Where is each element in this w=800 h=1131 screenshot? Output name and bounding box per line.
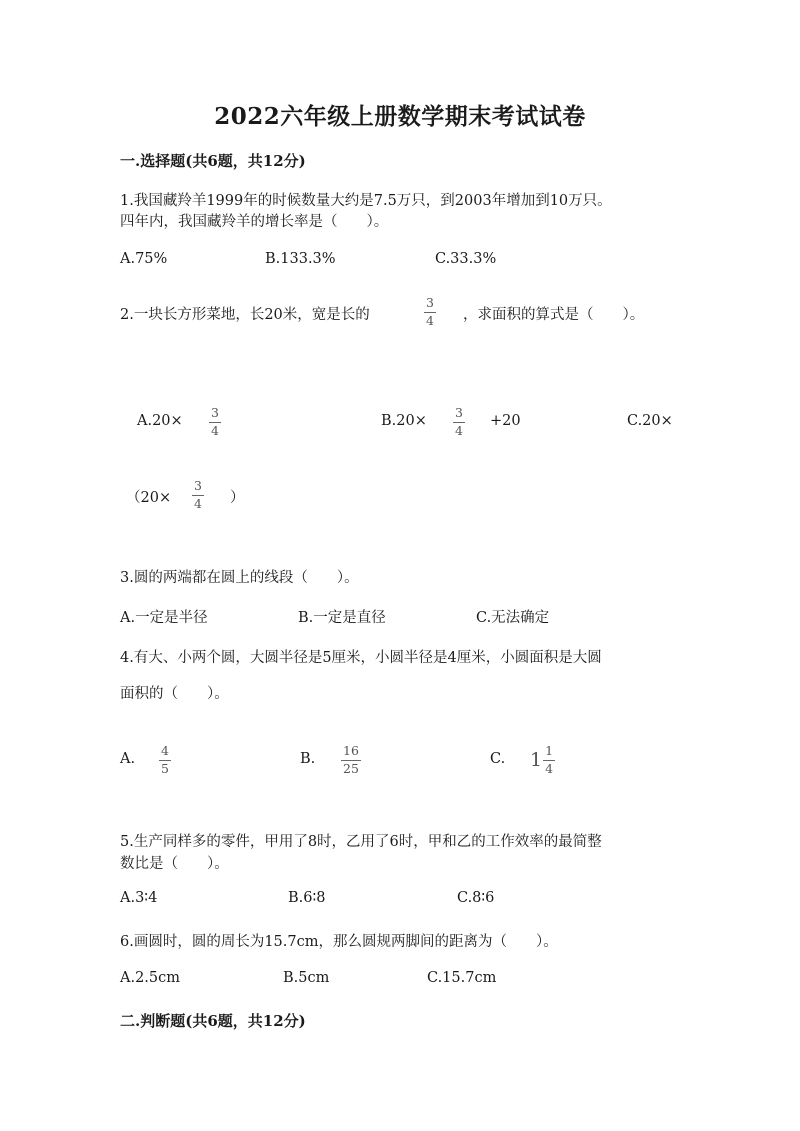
q6-option-b: B.5cm [283, 970, 330, 986]
q2-option-b-prefix: B.20× [381, 413, 427, 429]
q5-stem-line1: 5.生产同样多的零件，甲用了8时，乙用了6时，甲和乙的工作效率的最简整 [120, 834, 602, 850]
q4-option-c-label: C. [490, 751, 506, 767]
q6-option-a: A.2.5cm [120, 970, 181, 986]
q2-option-c-close: ） [230, 490, 245, 506]
q2-stem-fraction: $\frac{3}{4}$ [426, 295, 434, 328]
q1-option-c: C.33.3% [435, 251, 497, 267]
q2-option-c-prefix: C.20× [627, 413, 673, 429]
q2-stem-after: ，求面积的算式是（ ）。 [463, 307, 645, 323]
q5-stem-line2: 数比是（ ）。 [120, 856, 229, 872]
q1-stem-line1: 1.我国藏羚羊1999年的时候数量大约是7.5万只，到2003年增加到10万只。 [120, 193, 612, 209]
q2-option-a-prefix: A.20× [137, 413, 183, 429]
q1-option-a: A.75% [120, 251, 168, 267]
q2-option-c-open: （20× [126, 490, 172, 506]
q1-option-b: B.133.3% [265, 251, 336, 267]
q4-option-b-fraction: $\frac{16}{25}$ [343, 743, 359, 776]
q4-option-a-label: A. [120, 751, 136, 767]
q5-option-c: C.8∶6 [457, 890, 495, 906]
q3-stem: 3.圆的两端都在圆上的线段（ ）。 [120, 570, 359, 586]
q1-stem-line2: 四年内，我国藏羚羊的增长率是（ ）。 [120, 214, 389, 230]
q3-option-c: C.无法确定 [476, 610, 550, 626]
q3-option-b: B.一定是直径 [298, 610, 386, 626]
q3-option-a: A.一定是半径 [120, 610, 208, 626]
q2-option-a-fraction: $\frac{3}{4}$ [211, 405, 219, 438]
page-title: 2022六年级上册数学期末考试试卷 [214, 103, 586, 130]
q2-option-b-fraction: $\frac{3}{4}$ [455, 405, 463, 438]
q4-option-b-label: B. [300, 751, 316, 767]
q2-stem-before: 2.一块长方形菜地，长20米，宽是长的 [120, 307, 370, 323]
q6-stem: 6.画圆时，圆的周长为15.7cm，那么圆规两脚间的距离为（ ）。 [120, 934, 558, 950]
q4-stem-line2: 面积的（ ）。 [120, 686, 229, 702]
q4-stem-line1: 4.有大、小两个圆，大圆半径是5厘米，小圆半径是4厘米，小圆面积是大圆 [120, 650, 602, 666]
q4-option-a-fraction: $\frac{4}{5}$ [161, 743, 169, 776]
q4-option-c-mixed-number: 1 $\frac{1}{4}$ [530, 743, 554, 776]
q5-option-b: B.6∶8 [288, 890, 326, 906]
q2-option-c-fraction: $\frac{3}{4}$ [194, 478, 202, 511]
q5-option-a: A.3∶4 [120, 890, 158, 906]
section-heading-true-false: 二.判断题(共6题，共12分) [120, 1012, 306, 1030]
q6-option-c: C.15.7cm [427, 970, 497, 986]
q2-option-b-suffix: +20 [490, 413, 521, 429]
section-heading-choice: 一.选择题(共6题，共12分) [120, 152, 306, 170]
